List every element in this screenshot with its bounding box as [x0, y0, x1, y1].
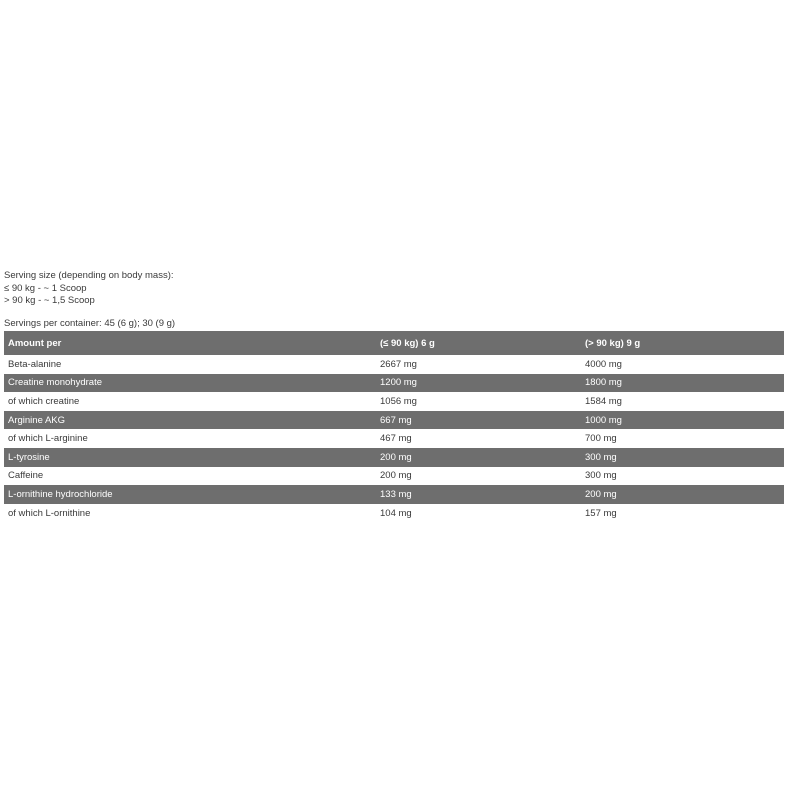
table-row: [4, 504, 784, 523]
table-row: [4, 485, 784, 504]
ingredient-name: Arginine AKG: [8, 414, 66, 426]
table-row: [4, 374, 784, 393]
nutrition-table: [4, 331, 784, 522]
ingredient-name: L-tyrosine: [8, 451, 50, 463]
header-amount-per: Amount per: [8, 337, 62, 349]
ingredient-heavy-amount: 1800 mg: [585, 377, 622, 389]
servings-per-container: Servings per container: 45 (6 g); 30 (9 g): [4, 318, 176, 329]
ingredient-light-amount: 104 mg: [380, 507, 412, 519]
ingredient-name: Beta-alanine: [8, 358, 62, 370]
table-row: [4, 467, 784, 486]
ingredient-name: of which L-ornithine: [8, 507, 91, 519]
table-row: [4, 392, 784, 411]
table-row: [4, 429, 784, 448]
ingredient-heavy-amount: 1584 mg: [585, 395, 622, 407]
ingredient-light-amount: 467 mg: [380, 433, 412, 445]
ingredient-name: of which creatine: [8, 395, 80, 407]
ingredient-name: L-ornithine hydrochloride: [8, 488, 113, 500]
ingredient-name: Caffeine: [8, 470, 44, 482]
ingredient-heavy-amount: 1000 mg: [585, 414, 622, 426]
ingredient-heavy-amount: 200 mg: [585, 488, 617, 500]
header-heavy-dose: (> 90 kg) 9 g: [585, 337, 641, 349]
table-row: [4, 355, 784, 374]
table-row: [4, 411, 784, 430]
serving-size-label: Serving size (depending on body mass):: [4, 270, 174, 281]
ingredient-heavy-amount: 4000 mg: [585, 358, 622, 370]
table-row: [4, 448, 784, 467]
ingredient-light-amount: 200 mg: [380, 451, 412, 463]
ingredient-light-amount: 1056 mg: [380, 395, 417, 407]
ingredient-name: of which L-arginine: [8, 433, 88, 445]
table-header-row: [4, 331, 784, 355]
ingredient-heavy-amount: 300 mg: [585, 451, 617, 463]
serving-size-light: ≤ 90 kg - ~ 1 Scoop: [4, 282, 87, 294]
ingredient-light-amount: 667 mg: [380, 414, 412, 426]
serving-size-heavy: > 90 kg - ~ 1,5 Scoop: [4, 295, 95, 306]
ingredient-light-amount: 200 mg: [380, 470, 412, 482]
ingredient-heavy-amount: 700 mg: [585, 433, 617, 445]
ingredient-light-amount: 2667 mg: [380, 358, 417, 370]
ingredient-heavy-amount: 157 mg: [585, 507, 617, 519]
serving-size-info: [4, 270, 174, 308]
ingredient-light-amount: 133 mg: [380, 488, 412, 500]
header-light-dose: (≤ 90 kg) 6 g: [380, 337, 435, 349]
ingredient-heavy-amount: 300 mg: [585, 470, 617, 482]
ingredient-light-amount: 1200 mg: [380, 377, 417, 389]
ingredient-name: Creatine monohydrate: [8, 377, 102, 389]
